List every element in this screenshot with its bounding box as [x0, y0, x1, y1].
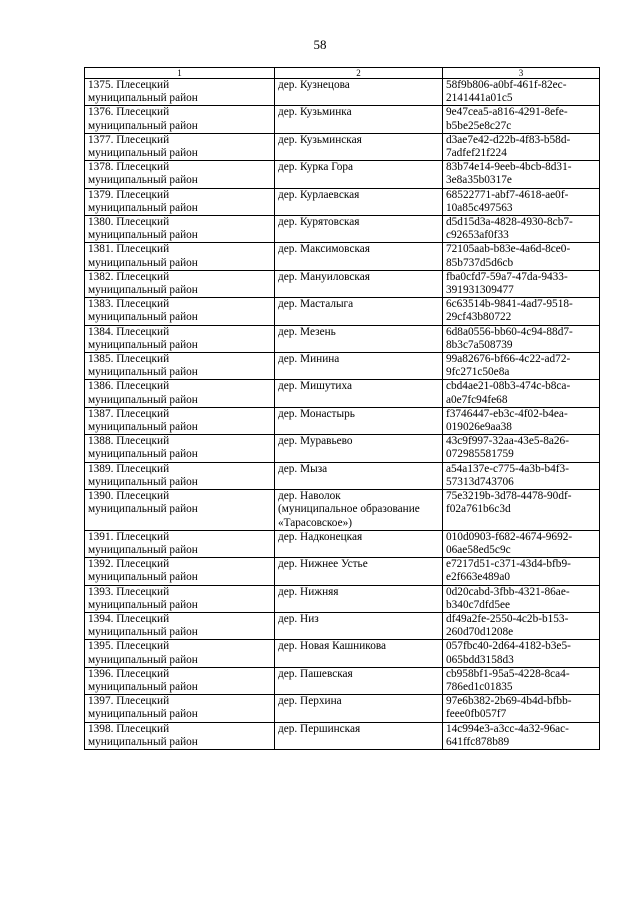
settlement-cell	[275, 79, 443, 106]
settlement-cell-text: дер. Кузьминка	[278, 106, 352, 119]
settlement-cell-text: дер. Курятовская	[278, 216, 360, 229]
district-cell	[85, 133, 275, 160]
table-row	[85, 216, 600, 243]
guid-cell-text: df49a2fe-2550-4c2b-b153- 260d70d1208e	[446, 612, 569, 639]
district-cell	[85, 722, 275, 749]
district-cell	[85, 612, 275, 639]
district-cell-text: 1379. Плесецкий муниципальный район	[88, 188, 198, 214]
district-cell-text: 1380. Плесецкий муниципальный район	[88, 216, 198, 242]
settlement-cell	[275, 722, 443, 749]
table-row	[85, 325, 600, 352]
settlement-cell-text: дер. Монастырь	[278, 407, 355, 420]
district-cell-text: 1393. Плесецкий муниципальный район	[88, 585, 198, 611]
district-cell	[85, 407, 275, 434]
guid-cell-text: a54a137e-c775-4a3b-b4f3- 57313d743706	[446, 462, 569, 488]
district-cell-text: 1377. Плесецкий муниципальный район	[88, 133, 198, 160]
settlement-cell	[275, 161, 443, 188]
table-row	[85, 133, 600, 160]
guid-cell	[443, 325, 600, 352]
district-cell-text: 1385. Плесецкий муниципальный район	[88, 353, 198, 379]
settlement-cell-text: дер. Максимовская	[278, 243, 370, 256]
district-cell-text: 1392. Плесецкий муниципальный район	[88, 558, 198, 584]
settlement-cell-text: дер. Мануиловская	[278, 270, 370, 283]
district-cell-text: 1382. Плесецкий муниципальный район	[88, 270, 198, 297]
district-cell-text: 1381. Плесецкий муниципальный район	[88, 243, 198, 269]
settlement-cell	[275, 640, 443, 667]
district-cell-text: 1397. Плесецкий муниципальный район	[88, 695, 198, 721]
district-cell	[85, 353, 275, 380]
guid-cell	[443, 133, 600, 160]
district-cell-text: 1378. Плесецкий муниципальный район	[88, 161, 198, 187]
guid-cell	[443, 558, 600, 585]
guid-cell-text: cb958bf1-95a5-4228-8ca4- 786ed1c01835	[446, 667, 570, 693]
settlement-cell	[275, 216, 443, 243]
guid-cell	[443, 407, 600, 434]
guid-cell-text: 72105aab-b83e-4a6d-8ce0- 85b737d5d6cb	[446, 243, 571, 269]
guid-cell	[443, 161, 600, 188]
settlement-cell	[275, 353, 443, 380]
table-row	[85, 79, 600, 106]
settlement-cell	[275, 530, 443, 557]
district-cell-text: 1389. Плесецкий муниципальный район	[88, 462, 198, 488]
table-row	[85, 558, 600, 585]
table-row	[85, 188, 600, 215]
district-cell	[85, 667, 275, 694]
settlement-cell-text: дер. Муравьево	[278, 435, 353, 448]
table-row	[85, 667, 600, 694]
settlement-cell	[275, 243, 443, 270]
guid-cell	[443, 722, 600, 749]
guid-cell	[443, 640, 600, 667]
settlement-cell	[275, 270, 443, 297]
page-number: 58	[313, 37, 327, 52]
district-cell-text: 1376. Плесецкий муниципальный район	[88, 106, 198, 132]
settlement-cell	[275, 462, 443, 489]
guid-cell-text: 057fbc40-2d64-4182-b3e5- 065bdd3158d3	[446, 640, 571, 666]
district-cell-text: 1375. Плесецкий муниципальный район	[88, 79, 198, 105]
guid-cell	[443, 667, 600, 694]
district-cell-text: 1396. Плесецкий муниципальный район	[88, 667, 198, 693]
district-cell	[85, 243, 275, 270]
table-row	[85, 243, 600, 270]
settlement-cell-text: дер. Нижнее Устье	[278, 558, 368, 571]
settlement-cell-text: дер. Кузнецова	[278, 79, 350, 91]
table-row	[85, 407, 600, 434]
guid-cell-text: cbd4ae21-08b3-474c-b8ca- a0e7fc94fe68	[446, 380, 571, 406]
guid-cell	[443, 243, 600, 270]
guid-cell-text: 14c994e3-a3cc-4a32-96ac- 641ffc878b89	[446, 722, 569, 748]
district-cell-text: 1386. Плесецкий муниципальный район	[88, 380, 198, 406]
guid-cell-text: d5d15d3a-4828-4930-8cb7- c92653af0f33	[446, 216, 573, 242]
table-row	[85, 612, 600, 639]
district-cell	[85, 325, 275, 352]
settlement-cell-text: дер. Кузьминская	[278, 133, 362, 146]
district-cell-text: 1398. Плесецкий муниципальный район	[88, 722, 198, 748]
district-cell	[85, 490, 275, 531]
guid-cell	[443, 462, 600, 489]
district-cell	[85, 161, 275, 188]
guid-cell	[443, 216, 600, 243]
guid-cell	[443, 270, 600, 297]
guid-cell	[443, 353, 600, 380]
settlement-cell	[275, 667, 443, 694]
district-cell	[85, 106, 275, 133]
guid-cell	[443, 79, 600, 106]
district-cell	[85, 585, 275, 612]
settlement-cell	[275, 407, 443, 434]
settlement-cell	[275, 106, 443, 133]
settlement-cell-text: дер. Низ	[278, 612, 319, 625]
settlement-cell	[275, 188, 443, 215]
guid-cell-text: 58f9b806-a0bf-461f-82ec- 2141441a01c5	[446, 79, 567, 105]
table-header	[85, 68, 600, 79]
settlement-cell-text: дер. Масталыга	[278, 298, 354, 311]
guid-cell	[443, 695, 600, 722]
district-cell	[85, 216, 275, 243]
table-row	[85, 585, 600, 612]
settlement-cell	[275, 298, 443, 325]
district-cell-text: 1395. Плесецкий муниципальный район	[88, 640, 198, 666]
settlement-cell-text: дер. Мезень	[278, 325, 336, 338]
district-cell	[85, 188, 275, 215]
settlement-cell-text: дер. Мишутиха	[278, 380, 352, 393]
district-cell	[85, 79, 275, 106]
column-header-3: 3	[443, 68, 600, 79]
settlement-cell-text: дер. Перхина	[278, 695, 342, 708]
district-cell-text: 1383. Плесецкий муниципальный район	[88, 298, 198, 324]
settlement-cell-text: дер. Надконецкая	[278, 530, 363, 543]
guid-cell	[443, 585, 600, 612]
guid-cell-text: fba0cfd7-59a7-47da-9433- 391931309477	[446, 270, 568, 297]
district-cell	[85, 558, 275, 585]
table-row	[85, 435, 600, 462]
guid-cell	[443, 188, 600, 215]
guid-cell-text: 68522771-abf7-4618-ae0f- 10a85c497563	[446, 188, 569, 214]
table-row	[85, 106, 600, 133]
settlement-cell	[275, 490, 443, 531]
table-body	[85, 79, 600, 750]
district-cell	[85, 530, 275, 557]
guid-cell	[443, 490, 600, 531]
column-header-2: 2	[275, 68, 443, 79]
settlement-cell-text: дер. Курка Гора	[278, 161, 354, 174]
district-cell-text: 1391. Плесецкий муниципальный район	[88, 530, 198, 556]
table-row	[85, 722, 600, 749]
guid-cell-text: 99a82676-bf66-4c22-ad72- 9fc271c50e8a	[446, 353, 571, 379]
district-cell	[85, 380, 275, 407]
settlement-cell	[275, 558, 443, 585]
guid-cell	[443, 380, 600, 407]
settlement-cell	[275, 612, 443, 639]
guid-cell-text: 83b74e14-9eeb-4bcb-8d31- 3e8a35b0317e	[446, 161, 572, 187]
guid-cell-text: 9e47cea5-a816-4291-8efe- b5be25e8c27c	[446, 106, 568, 132]
guid-cell-text: f3746447-eb3c-4f02-b4ea- 019026e9aa38	[446, 407, 568, 434]
settlement-cell-text: дер. Пашевская	[278, 667, 353, 680]
settlements-table	[84, 67, 600, 750]
table-row	[85, 462, 600, 489]
district-cell-text: 1390. Плесецкий муниципальный район	[88, 490, 198, 516]
settlement-cell-text: дер. Першинская	[278, 722, 361, 735]
district-cell-text: 1384. Плесецкий муниципальный район	[88, 325, 198, 351]
guid-cell-text: 010d0903-f682-4674-9692- 06ae58ed5c9c	[446, 530, 573, 556]
guid-cell-text: 75e3219b-3d78-4478-90df- f02a761b6c3d	[446, 490, 572, 516]
settlement-cell	[275, 695, 443, 722]
header-row	[85, 68, 600, 79]
table-row	[85, 640, 600, 667]
district-cell	[85, 462, 275, 489]
district-cell	[85, 270, 275, 297]
settlement-cell	[275, 133, 443, 160]
guid-cell	[443, 612, 600, 639]
guid-cell-text: 43c9f997-32aa-43e5-8a26- 072985581759	[446, 435, 569, 461]
settlement-cell	[275, 435, 443, 462]
settlement-cell-text: дер. Минина	[278, 353, 340, 366]
guid-cell-text: 0d20cabd-3fbb-4321-86ae- b340c7dfd5ee	[446, 585, 570, 611]
settlement-cell-text: дер. Курлаевская	[278, 188, 360, 201]
settlement-cell	[275, 325, 443, 352]
guid-cell	[443, 530, 600, 557]
guid-cell-text: 6d8a0556-bb60-4c94-88d7- 8b3c7a508739	[446, 325, 573, 351]
guid-cell-text: 97e6b382-2b69-4b4d-bfbb- feee0fb057f7	[446, 695, 572, 721]
table-row	[85, 270, 600, 297]
district-cell-text: 1394. Плесецкий муниципальный район	[88, 612, 198, 639]
settlement-cell-text: дер. Наволок (муниципальное образование «Тарасовское»)	[278, 490, 420, 529]
settlement-cell-text: дер. Нижняя	[278, 585, 339, 598]
district-cell	[85, 298, 275, 325]
guid-cell-text: 6c63514b-9841-4ad7-9518- 29cf43b80722	[446, 298, 573, 324]
district-cell	[85, 695, 275, 722]
table-row	[85, 695, 600, 722]
table-row	[85, 161, 600, 188]
table-row	[85, 490, 600, 531]
guid-cell-text: d3ae7e42-d22b-4f83-b58d- 7adfef21f224	[446, 133, 571, 160]
guid-cell-text: e7217d51-c371-43d4-bfb9- e2f663e489a0	[446, 558, 571, 584]
district-cell-text: 1387. Плесецкий муниципальный район	[88, 407, 198, 434]
settlement-cell-text: дер. Новая Кашникова	[278, 640, 387, 653]
column-header-1: 1	[85, 68, 275, 79]
guid-cell	[443, 435, 600, 462]
table-row	[85, 353, 600, 380]
guid-cell	[443, 106, 600, 133]
district-cell	[85, 640, 275, 667]
table-row	[85, 380, 600, 407]
settlement-cell	[275, 380, 443, 407]
guid-cell	[443, 298, 600, 325]
settlement-cell	[275, 585, 443, 612]
table-row	[85, 530, 600, 557]
district-cell	[85, 435, 275, 462]
settlement-cell-text: дер. Мыза	[278, 462, 328, 475]
table-row	[85, 298, 600, 325]
district-cell-text: 1388. Плесецкий муниципальный район	[88, 435, 198, 461]
